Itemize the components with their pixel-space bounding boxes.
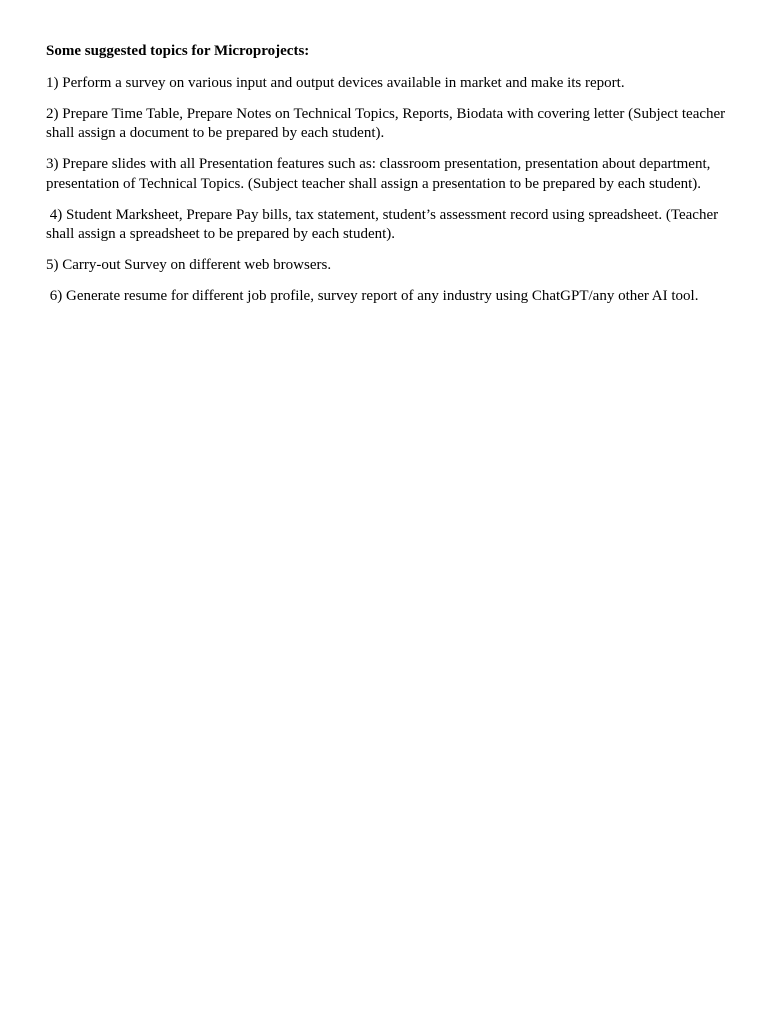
topic-item: 2) Prepare Time Table, Prepare Notes on Technical Topics, Reports, Biodata with covering letter (Subject teacher shall assign a document to be prepared by each student).: [46, 105, 729, 141]
topic-item: 4) Student Marksheet, Prepare Pay bills, tax statement, student’s assessment record using spreadsheet. (Teacher shall assign a spreadsheet to be prepared by each student).: [46, 206, 722, 242]
document-page: [46, 42, 736, 318]
topic-item: 3) Prepare slides with all Presentation features such as: classroom presentation, presentation about department, presentation of Technical Topics. (Subject teacher shall assign a presentation to be prepared by each student).: [46, 156, 715, 192]
topic-item: 5) Carry-out Survey on different web browsers.: [46, 257, 332, 273]
topic-item: 6) Generate resume for different job profile, survey report of any industry using ChatGPT/any other AI tool.: [46, 288, 699, 304]
topic-item: 1) Perform a survey on various input and output devices available in market and make its report.: [46, 74, 625, 91]
document-heading: Some suggested topics for Microprojects:: [46, 43, 310, 59]
